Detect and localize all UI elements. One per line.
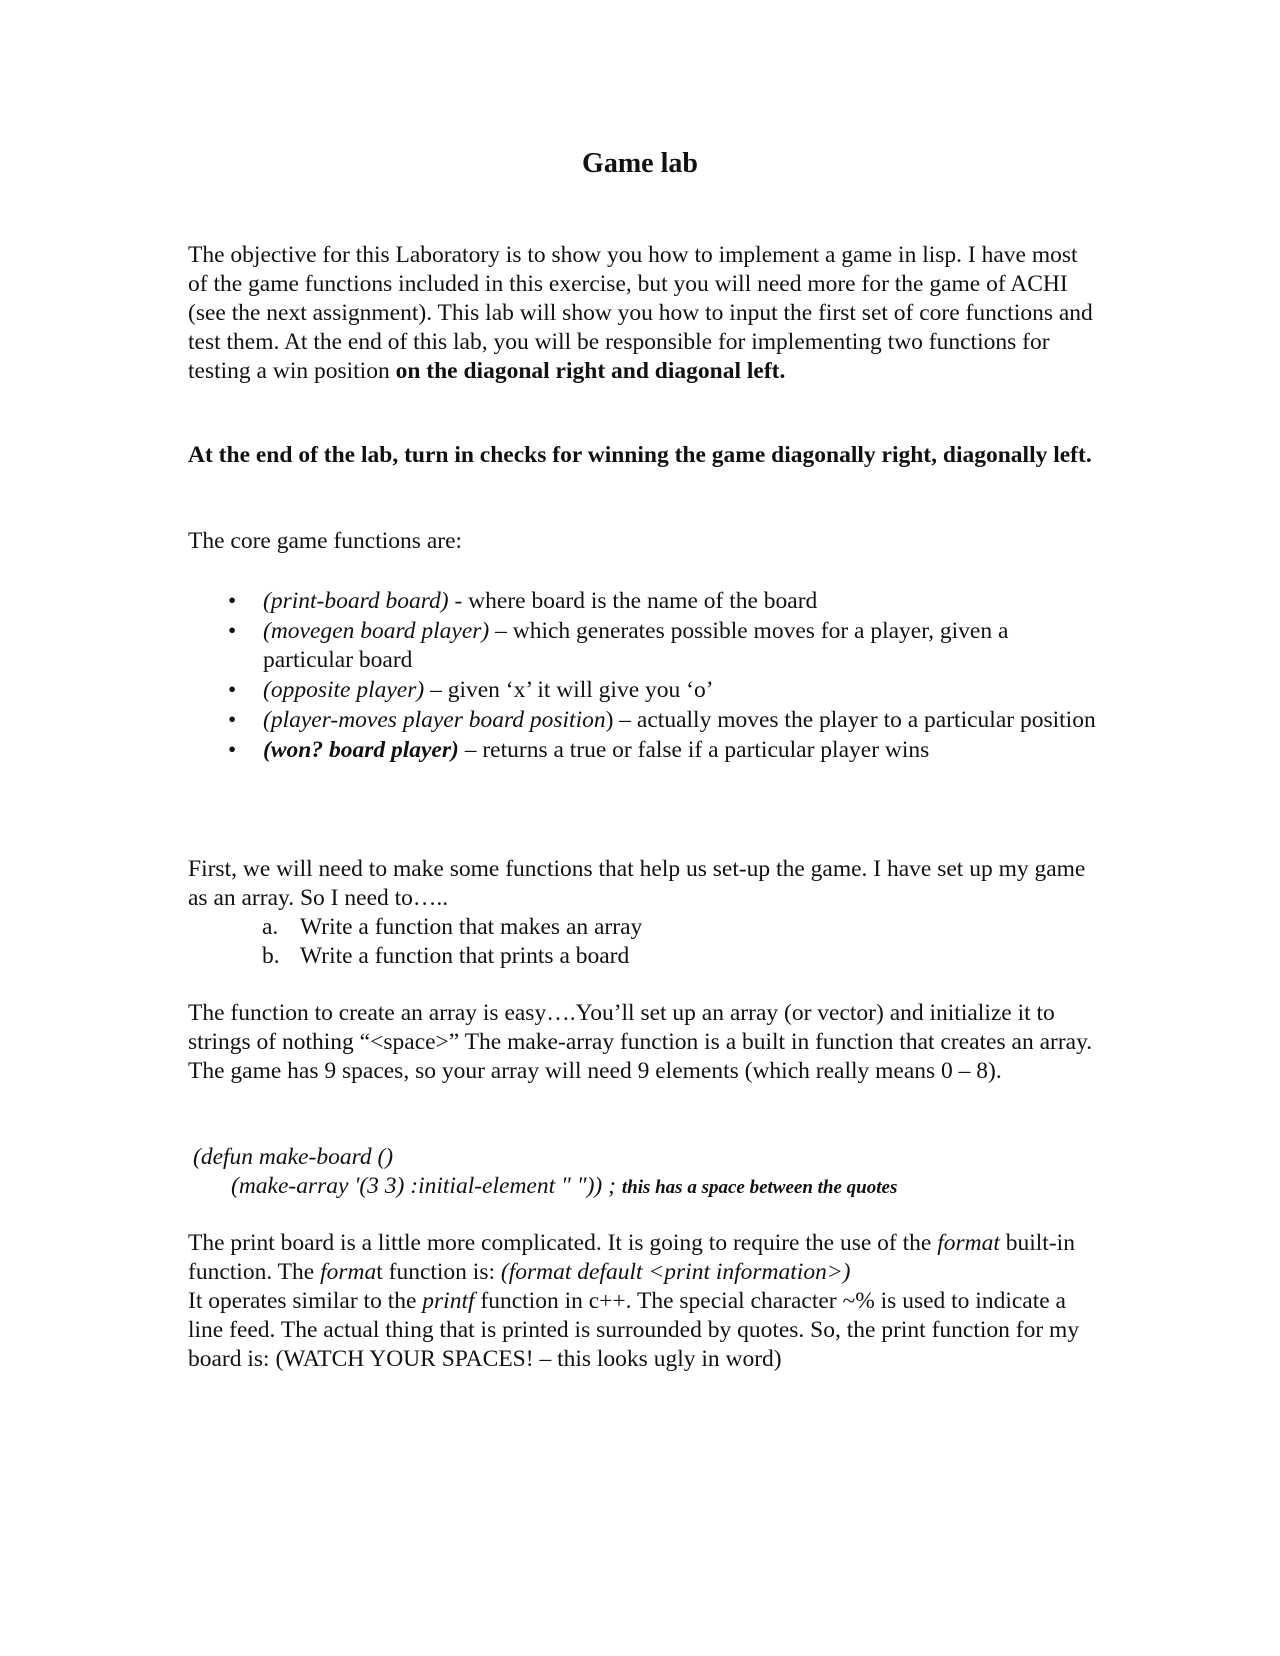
- print-text: function in c++. The special character ~% is used to indicate a line feed. The actual thing that is printed is surrounded by quotes. So, the print function for my board is: (WATCH YOUR SPACES! – this looks ugly in word): [188, 1288, 1080, 1372]
- code-text: (make-array '(3 3) :initial-element " ")) ;: [231, 1173, 622, 1199]
- list-item: [188, 587, 1098, 616]
- step-text: Write a function that makes an array: [300, 914, 643, 940]
- code-comment: this has a space between the quotes: [621, 1177, 898, 1198]
- bullet-icon: •: [228, 677, 237, 703]
- list-item: [188, 617, 1098, 675]
- step-marker: a.: [262, 914, 279, 940]
- print-text: The print board is a little more complicated. It is going to require the use of the: [188, 1230, 938, 1256]
- function-description: - where board is the name of the board: [448, 588, 818, 614]
- bullet-icon: •: [228, 618, 237, 644]
- print-text: It operates similar to the: [188, 1288, 423, 1314]
- intro-text: The objective for this Laboratory is to show you how to implement a game in lisp. I have most of the game functions included in this exercise, but you will need more for the game of ACHI (see the next assignment). This lab will show you how to input the first set of core functions and test them. At the end of this lab, you will be responsible for implementing two functions for testing a win position: [188, 242, 1093, 384]
- list-item: [188, 706, 1098, 735]
- print-italic: (format default <print information>): [500, 1259, 851, 1285]
- intro-bold-text: on the diagonal right and diagonal left.: [395, 358, 786, 384]
- function-signature: (movegen board player): [263, 618, 490, 644]
- list-item: [188, 736, 1098, 765]
- function-description: – returns a true or false if a particular player wins: [458, 737, 930, 763]
- function-signature: (opposite player): [263, 677, 425, 703]
- bullet-icon: •: [228, 588, 237, 614]
- function-description: – given ‘x’ it will give you ‘o’: [424, 677, 714, 703]
- array-paragraph: The function to create an array is easy….You’ll set up an array (or vector) and initialize it to strings of nothing “<space>” The make-array function is a built in function that creates an array. The game has 9 spaces, so your array will need 9 elements (which really means 0 – 8).: [188, 1000, 1093, 1084]
- list-item: [262, 913, 1062, 942]
- print-italic: printf: [422, 1288, 475, 1314]
- function-description: – which generates possible moves for a player, given a particular board: [263, 618, 1009, 673]
- code-line-defun: (defun make-board (): [193, 1144, 394, 1170]
- print-text: t function is:: [376, 1259, 501, 1285]
- core-functions-list: [188, 587, 1098, 766]
- step-marker: b.: [262, 943, 280, 969]
- setup-steps-list: [262, 913, 1062, 971]
- bullet-icon: •: [228, 707, 237, 733]
- print-italic: forma: [320, 1259, 377, 1285]
- setup-paragraph: First, we will need to make some functions that help us set-up the game. I have set up my game as an array. So I need to…..: [188, 856, 1086, 911]
- function-signature: (print-board board): [263, 588, 449, 614]
- function-signature: (won? board player): [263, 737, 459, 763]
- code-line-make-array: [231, 1172, 897, 1202]
- turn-in-paragraph: At the end of the lab, turn in checks for winning the game diagonally right, diagonally left.: [188, 442, 1092, 468]
- print-board-paragraph: [188, 1229, 1098, 1374]
- core-functions-heading: The core game functions are:: [188, 528, 463, 554]
- print-italic: format: [937, 1230, 1000, 1256]
- function-signature: (player-moves player board position: [263, 707, 606, 733]
- print-text: built-in function. The: [188, 1230, 1075, 1285]
- list-item: [188, 676, 1098, 705]
- list-item: [262, 942, 1062, 971]
- bullet-icon: •: [228, 737, 237, 763]
- function-description: ) – actually moves the player to a particular position: [605, 707, 1096, 733]
- step-text: Write a function that prints a board: [300, 943, 630, 969]
- page-title: Game lab: [582, 148, 698, 179]
- intro-paragraph: [188, 241, 1098, 386]
